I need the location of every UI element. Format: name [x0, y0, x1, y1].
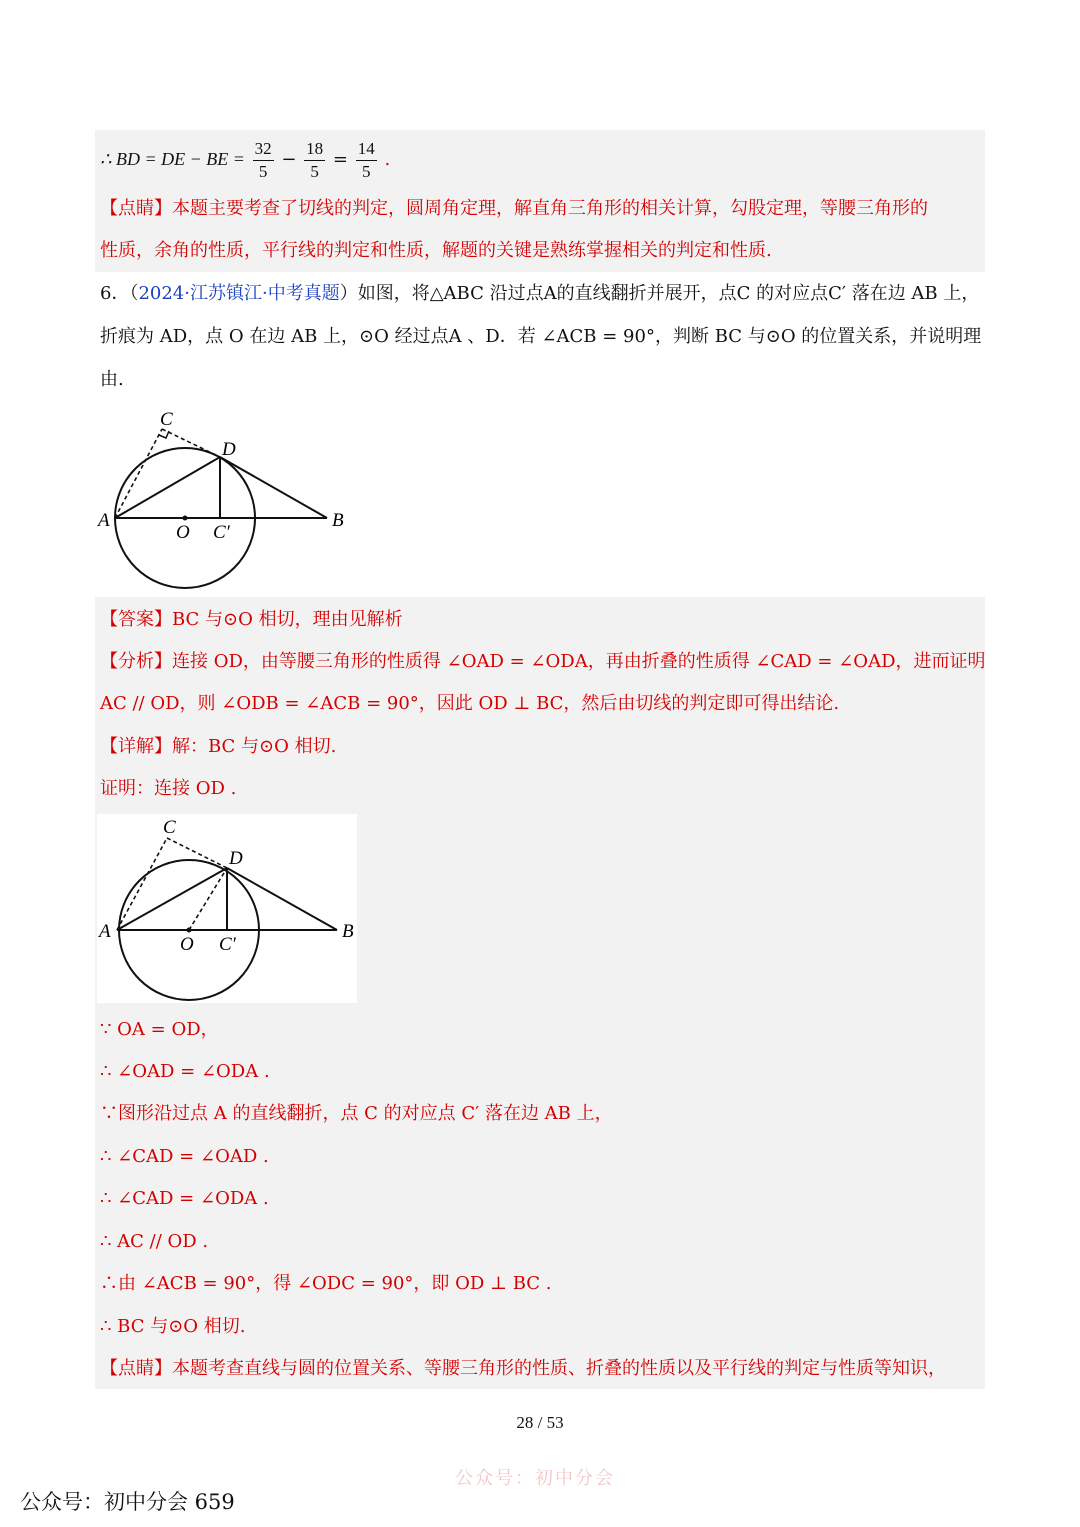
- fraction-2-num: 18: [304, 138, 325, 161]
- label-o: O: [176, 522, 190, 543]
- proof-step-6: ∴ AC // OD .: [100, 1231, 209, 1252]
- fraction-3: [356, 138, 377, 183]
- proof-start: 证明：连接 OD .: [100, 778, 237, 799]
- answer-text: BC 与⊙O 相切，理由见解析: [172, 609, 403, 630]
- comment2-text: 本题考查直线与圆的位置关系、等腰三角形的性质、折叠的性质以及平行线的判定与性质等知识，: [172, 1358, 946, 1379]
- problem-line1-rest: ）如图，将△ABC 沿过点A的直线翻折并展开，点C 的对应点C′ 落在边 AB 上，: [339, 283, 980, 304]
- segment-db-2: [227, 868, 337, 930]
- account-label: 公众号：初中分会 659: [20, 1490, 235, 1514]
- geometry-figure-1: [90, 400, 360, 595]
- fraction-2: [304, 138, 325, 183]
- geometry-figure-2: [97, 814, 357, 1003]
- analysis-line2: AC // OD，则 ∠ODB = ∠ACB = 90°，因此 OD ⊥ BC，然后由切线的判定即可得出结论.: [100, 693, 840, 714]
- label-o-2: O: [180, 934, 194, 955]
- right-angle-mark: [159, 431, 169, 438]
- eq-minus: −: [281, 149, 297, 170]
- proof-step-7: ∴由 ∠ACB = 90°，得 ∠ODC = 90°，即 OD ⊥ BC .: [100, 1273, 552, 1294]
- label-b: B: [332, 510, 344, 531]
- comment1-tag: 【点睛】: [100, 198, 172, 219]
- comment2-line: [100, 1358, 946, 1380]
- answer-line: [100, 609, 403, 631]
- point-o-2: [187, 928, 192, 933]
- detail-text: 解：BC 与⊙O 相切.: [172, 736, 337, 757]
- point-o: [183, 516, 188, 521]
- problem-source: 2024·江苏镇江·中考真题: [138, 283, 340, 304]
- page-number: 28 / 53: [516, 1413, 564, 1432]
- fraction-1-den: 5: [258, 161, 268, 181]
- top-equation: [100, 135, 390, 184]
- eq-equals: =: [332, 149, 348, 170]
- comment1-text1: 本题主要考查了切线的判定，圆周角定理，解直角三角形的相关计算，勾股定理，等腰三角形的: [172, 198, 928, 219]
- label-d-2: D: [229, 848, 243, 869]
- problem-line3: 由.: [100, 369, 124, 390]
- answer-tag: 【答案】: [100, 609, 172, 630]
- proof-step-8: ∴ BC 与⊙O 相切.: [100, 1316, 246, 1337]
- label-c-2: C: [163, 817, 176, 838]
- segment-od-dashed: [189, 868, 227, 930]
- analysis-line1: [100, 651, 986, 673]
- comment1-line1: [100, 198, 928, 220]
- label-a: A: [98, 510, 110, 531]
- detail-tag: 【详解】: [100, 736, 172, 757]
- comment1-line2: 性质，余角的性质，平行线的判定和性质，解题的关键是熟练掌握相关的判定和性质.: [100, 240, 772, 261]
- label-a-2: A: [99, 921, 111, 942]
- watermark: 公众号：初中分会: [455, 1468, 615, 1489]
- detail-line: [100, 736, 336, 758]
- fraction-3-num: 14: [356, 138, 377, 161]
- segment-cd-dashed-2: [167, 838, 227, 868]
- problem-number: 6．（: [100, 283, 139, 304]
- eq-end: .: [384, 149, 391, 170]
- fraction-1-num: 32: [253, 138, 274, 161]
- problem-line1: [100, 283, 979, 305]
- eq-prefix: ∴ BD = DE − BE =: [100, 149, 245, 169]
- proof-step-2: ∴ ∠OAD = ∠ODA .: [100, 1061, 270, 1082]
- segment-ad: [115, 457, 220, 518]
- proof-step-3: ∵图形沿过点 A 的直线翻折，点 C 的对应点 C′ 落在边 AB 上，: [100, 1103, 613, 1124]
- fraction-2-den: 5: [310, 161, 319, 181]
- fraction-3-den: 5: [361, 161, 371, 181]
- proof-step-1: ∵ OA = OD，: [100, 1019, 219, 1040]
- analysis-text1: 连接 OD，由等腰三角形的性质得 ∠OAD = ∠ODA，再由折叠的性质得 ∠CAD = ∠OAD，进而证明: [172, 651, 986, 672]
- label-d: D: [222, 439, 236, 460]
- label-c-prime: C′: [213, 522, 230, 543]
- label-c-prime-2: C′: [219, 934, 236, 955]
- label-c: C: [160, 409, 173, 430]
- label-b-2: B: [342, 921, 354, 942]
- fraction-1: [253, 138, 274, 183]
- proof-step-5: ∴ ∠CAD = ∠ODA .: [100, 1188, 269, 1209]
- comment2-tag: 【点睛】: [100, 1358, 172, 1379]
- analysis-tag: 【分析】: [100, 651, 172, 672]
- problem-line2: 折痕为 AD，点 O 在边 AB 上，⊙O 经过点A 、D．若 ∠ACB = 90°，判断 BC 与⊙O 的位置关系，并说明理: [100, 326, 982, 347]
- segment-db: [220, 457, 327, 518]
- proof-step-4: ∴ ∠CAD = ∠OAD .: [100, 1146, 269, 1167]
